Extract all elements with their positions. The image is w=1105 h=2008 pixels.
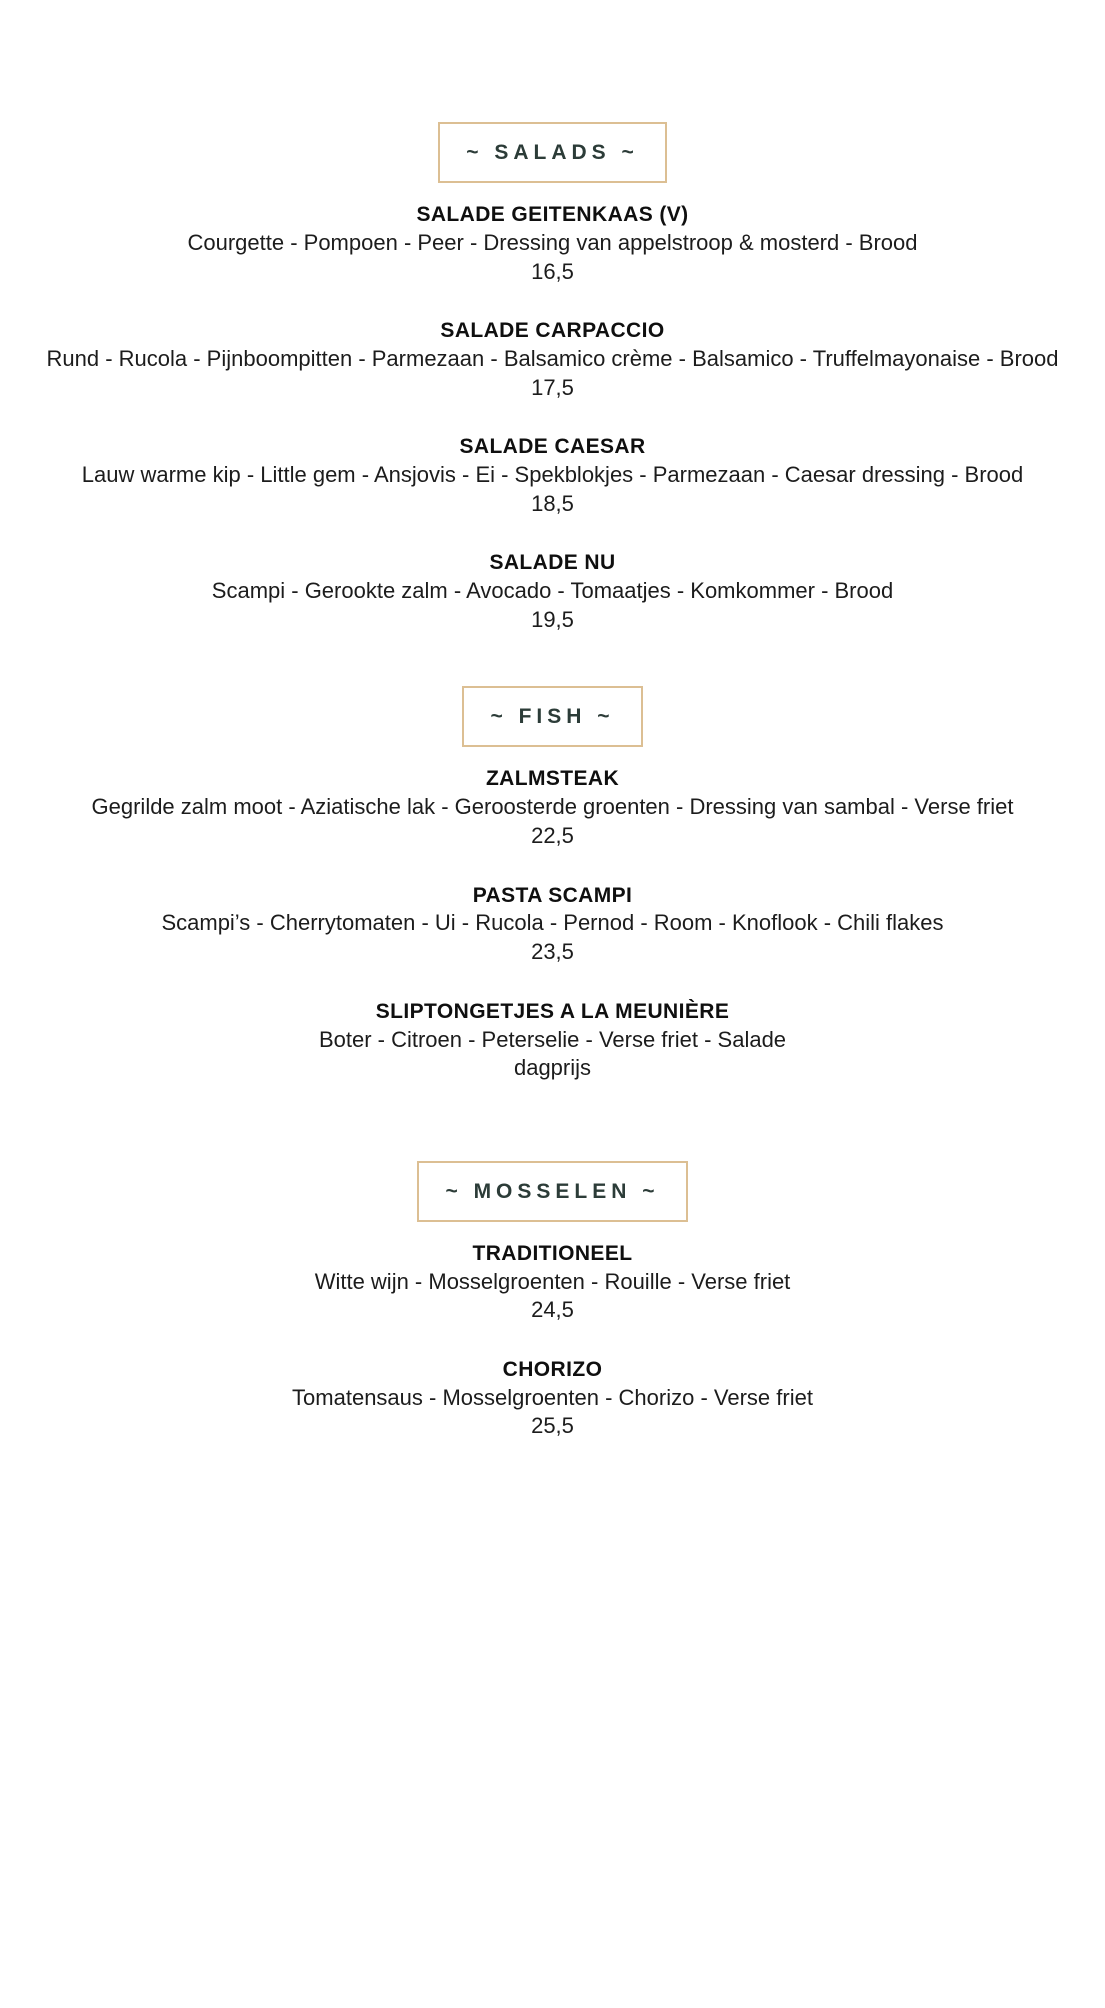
section-header-row [0,122,1105,201]
section-header-fish: ~ FISH ~ [462,686,642,747]
menu-item [0,317,1105,402]
item-description: Gegrilde zalm moot - Aziatische lak - Geroosterde groenten - Dressing van sambal - Verse friet [91,794,1014,820]
item-description: Courgette - Pompoen - Peer - Dressing van appelstroop & mosterd - Brood [187,229,918,255]
item-name: ZALMSTEAK [485,767,620,791]
section-header-mosselen: ~ MOSSELEN ~ [417,1161,687,1222]
item-name: TRADITIONEEL [472,1241,633,1265]
section-header-row [0,1161,1105,1240]
item-description: Boter - Citroen - Peterselie - Verse friet - Salade [318,1026,787,1052]
menu-item [0,765,1105,850]
menu-section-mosselen [0,1161,1105,1441]
item-description: Rund - Rucola - Pijnboompitten - Parmezaan - Balsamico crème - Balsamico - Truffelmayonaise - Brood [46,346,1059,372]
item-name: SALADE CARPACCIO [440,319,665,343]
item-price: 19,5 [531,606,574,632]
item-name: SLIPTONGETJES A LA MEUNIÈRE [375,999,730,1023]
item-price: 18,5 [531,490,574,516]
item-price: 24,5 [531,1297,574,1323]
section-header-salads: ~ SALADS ~ [438,122,667,183]
menu-section-salads [0,122,1105,634]
menu-item [0,1240,1105,1325]
item-price: 17,5 [531,374,574,400]
item-price: 16,5 [531,258,574,284]
item-price: dagprijs [513,1055,592,1081]
item-description: Tomatensaus - Mosselgroenten - Chorizo - Verse friet [292,1384,813,1410]
menu-section-fish [0,686,1105,1082]
item-name: CHORIZO [502,1357,603,1381]
menu-item [0,201,1105,286]
item-price: 22,5 [531,822,574,848]
item-name: PASTA SCAMPI [472,883,633,907]
item-description: Scampi - Gerookte zalm - Avocado - Tomaatjes - Komkommer - Brood [211,578,894,604]
menu-item [0,549,1105,634]
item-description: Lauw warme kip - Little gem - Ansjovis - Ei - Spekblokjes - Parmezaan - Caesar dressing - Brood [81,462,1024,488]
item-name: SALADE CAESAR [459,435,646,459]
item-description: Scampi’s - Cherrytomaten - Ui - Rucola - Pernod - Room - Knoflook - Chili flakes [161,910,944,936]
section-header-row [0,686,1105,765]
menu-item [0,433,1105,518]
menu-item [0,998,1105,1083]
item-price: 25,5 [531,1413,574,1439]
menu-item [0,882,1105,967]
menu-item [0,1356,1105,1441]
item-description: Witte wijn - Mosselgroenten - Rouille - Verse friet [314,1268,791,1294]
item-name: SALADE NU [489,551,616,575]
item-name: SALADE GEITENKAAS (V) [416,203,689,226]
item-price: 23,5 [531,939,574,965]
